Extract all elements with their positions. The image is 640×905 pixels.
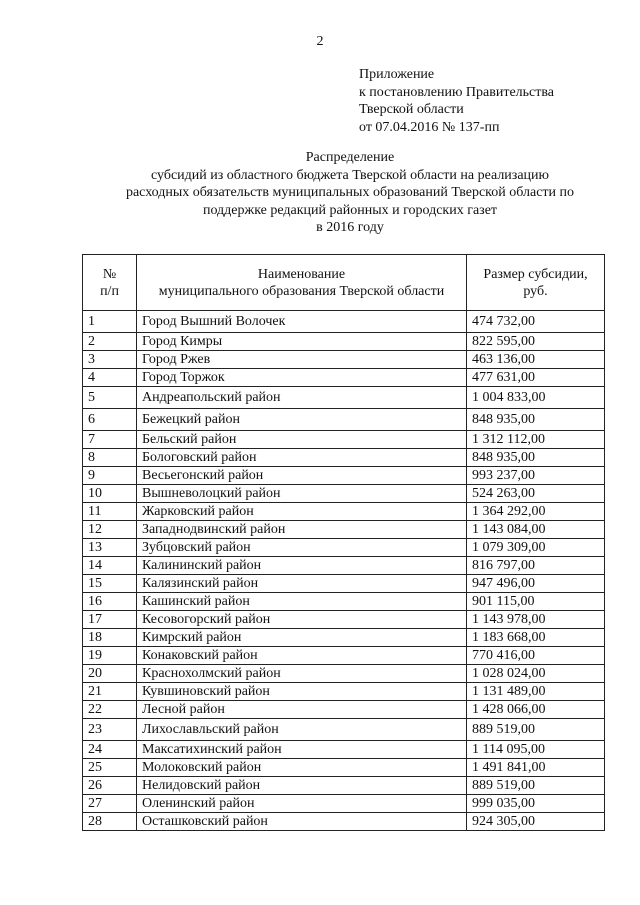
- appendix-block: [359, 66, 554, 136]
- municipality-name: Кувшиновский район: [137, 683, 467, 701]
- subsidy-amount: 848 935,00: [467, 409, 605, 431]
- heading-line-4: поддержке редакций районных и городских газет: [202, 202, 498, 218]
- subsidy-amount: 1 312 112,00: [467, 431, 605, 449]
- subsidy-amount: 1 028 024,00: [467, 665, 605, 683]
- subsidy-amount: 1 183 668,00: [467, 629, 605, 647]
- row-number: 6: [83, 409, 137, 431]
- table-row: [83, 485, 605, 503]
- subsidy-amount: 1 143 978,00: [467, 611, 605, 629]
- municipality-name: Краснохолмский район: [137, 665, 467, 683]
- table-row: [83, 611, 605, 629]
- subsidy-amount: 1 131 489,00: [467, 683, 605, 701]
- subsidy-amount: 947 496,00: [467, 575, 605, 593]
- subsidy-amount: 1 143 084,00: [467, 521, 605, 539]
- municipality-name: Кашинский район: [137, 593, 467, 611]
- municipality-name: Жарковский район: [137, 503, 467, 521]
- municipality-name: Зубцовский район: [137, 539, 467, 557]
- row-number: 27: [83, 795, 137, 813]
- municipality-name: Нелидовский район: [137, 777, 467, 795]
- municipality-name: Вышневолоцкий район: [137, 485, 467, 503]
- row-number: 20: [83, 665, 137, 683]
- row-number: 22: [83, 701, 137, 719]
- heading-line-2: субсидий из областного бюджета Тверской области на реализацию: [151, 167, 549, 183]
- subsidy-amount: 816 797,00: [467, 557, 605, 575]
- subsidy-amount: 993 237,00: [467, 467, 605, 485]
- municipality-name: Оленинский район: [137, 795, 467, 813]
- row-number: 8: [83, 449, 137, 467]
- subsidy-amount: 1 428 066,00: [467, 701, 605, 719]
- table-row: [83, 701, 605, 719]
- subsidy-amount: 463 136,00: [467, 351, 605, 369]
- table-row: [83, 431, 605, 449]
- row-number: 18: [83, 629, 137, 647]
- row-number: 10: [83, 485, 137, 503]
- table-row: [83, 369, 605, 387]
- subsidy-amount: 848 935,00: [467, 449, 605, 467]
- municipality-name: Весьегонский район: [137, 467, 467, 485]
- municipality-name: Лихославльский район: [137, 719, 467, 741]
- appendix-line-2: к постановлению Правительства: [359, 84, 555, 100]
- table-row: [83, 409, 605, 431]
- table-row: [83, 647, 605, 665]
- row-number: 14: [83, 557, 137, 575]
- subsidy-amount: 1 491 841,00: [467, 759, 605, 777]
- table-row: [83, 521, 605, 539]
- subsidy-amount: 924 305,00: [467, 813, 605, 831]
- table-row: [83, 759, 605, 777]
- heading-line-5: в 2016 году: [316, 220, 384, 235]
- row-number: 15: [83, 575, 137, 593]
- heading-line-1: Распределение: [305, 150, 395, 165]
- header-municipality: Наименование муниципального образования Тверской области: [137, 255, 467, 311]
- municipality-name: Город Кимры: [137, 333, 467, 351]
- municipality-name: Калининский район: [137, 557, 467, 575]
- table-row: [83, 503, 605, 521]
- row-number: 4: [83, 369, 137, 387]
- municipality-name: Бельский район: [137, 431, 467, 449]
- subsidy-amount: 474 732,00: [467, 311, 605, 333]
- header-amount: Размер субсидии, руб.: [467, 255, 605, 311]
- municipality-name: Бологовский район: [137, 449, 467, 467]
- municipality-name: Кесовогорский район: [137, 611, 467, 629]
- subsidy-amount: 1 079 309,00: [467, 539, 605, 557]
- table-body: [83, 311, 605, 831]
- table-header-row: [83, 255, 605, 311]
- subsidy-amount: 1 004 833,00: [467, 387, 605, 409]
- municipality-name: Андреапольский район: [137, 387, 467, 409]
- page-number: 2: [316, 34, 324, 49]
- table-row: [83, 665, 605, 683]
- appendix-line-3: Тверской области: [359, 102, 464, 117]
- table-row: [83, 449, 605, 467]
- heading-line-3: расходных обязательств муниципальных образований Тверской области по: [125, 185, 575, 200]
- table-row: [83, 539, 605, 557]
- row-number: 11: [83, 503, 137, 521]
- municipality-name: Калязинский район: [137, 575, 467, 593]
- municipality-name: Город Вышний Волочек: [137, 311, 467, 333]
- row-number: 25: [83, 759, 137, 777]
- municipality-name: Бежецкий район: [137, 409, 467, 431]
- table-row: [83, 351, 605, 369]
- municipality-name: Максатихинский район: [137, 741, 467, 759]
- municipality-name: Город Ржев: [137, 351, 467, 369]
- row-number: 26: [83, 777, 137, 795]
- subsidy-amount: 1 364 292,00: [467, 503, 605, 521]
- table-row: [83, 467, 605, 485]
- table-row: [83, 683, 605, 701]
- document-heading: [60, 149, 640, 237]
- subsidy-amount: 477 631,00: [467, 369, 605, 387]
- row-number: 16: [83, 593, 137, 611]
- subsidy-amount: 1 114 095,00: [467, 741, 605, 759]
- row-number: 24: [83, 741, 137, 759]
- table-row: [83, 593, 605, 611]
- table-row: [83, 795, 605, 813]
- row-number: 9: [83, 467, 137, 485]
- appendix-line-4: от 07.04.2016 № 137-пп: [359, 119, 500, 135]
- municipality-name: Кимрский район: [137, 629, 467, 647]
- row-number: 12: [83, 521, 137, 539]
- municipality-name: Молоковский район: [137, 759, 467, 777]
- municipality-name: Лесной район: [137, 701, 467, 719]
- table-row: [83, 311, 605, 333]
- subsidy-amount: 889 519,00: [467, 719, 605, 741]
- table-row: [83, 741, 605, 759]
- row-number: 7: [83, 431, 137, 449]
- appendix-line-1: Приложение: [359, 67, 435, 82]
- subsidy-amount: 901 115,00: [467, 593, 605, 611]
- municipality-name: Город Торжок: [137, 369, 467, 387]
- table-row: [83, 719, 605, 741]
- header-number: № п/п: [83, 255, 137, 311]
- table-row: [83, 575, 605, 593]
- table-row: [83, 333, 605, 351]
- municipality-name: Конаковский район: [137, 647, 467, 665]
- row-number: 19: [83, 647, 137, 665]
- row-number: 13: [83, 539, 137, 557]
- table-row: [83, 557, 605, 575]
- row-number: 1: [83, 311, 137, 333]
- row-number: 2: [83, 333, 137, 351]
- subsidy-table: [82, 254, 605, 831]
- subsidy-amount: 524 263,00: [467, 485, 605, 503]
- subsidy-amount: 889 519,00: [467, 777, 605, 795]
- row-number: 21: [83, 683, 137, 701]
- table-row: [83, 629, 605, 647]
- table-row: [83, 387, 605, 409]
- subsidy-amount: 770 416,00: [467, 647, 605, 665]
- row-number: 17: [83, 611, 137, 629]
- row-number: 5: [83, 387, 137, 409]
- subsidy-amount: 999 035,00: [467, 795, 605, 813]
- subsidy-amount: 822 595,00: [467, 333, 605, 351]
- table-row: [83, 777, 605, 795]
- row-number: 3: [83, 351, 137, 369]
- table-row: [83, 813, 605, 831]
- row-number: 28: [83, 813, 137, 831]
- municipality-name: Западнодвинский район: [137, 521, 467, 539]
- municipality-name: Осташковский район: [137, 813, 467, 831]
- row-number: 23: [83, 719, 137, 741]
